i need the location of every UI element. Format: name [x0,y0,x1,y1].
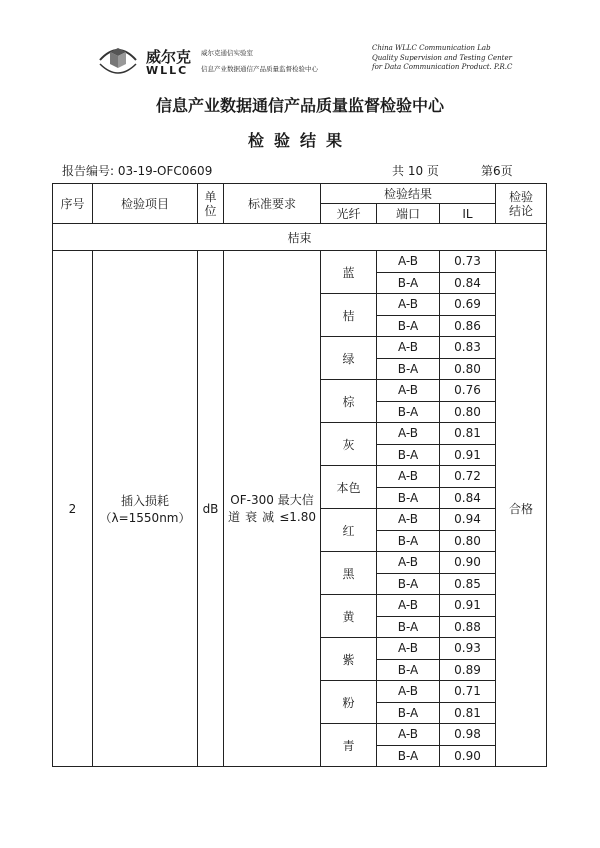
port-cell: B-A [377,573,440,595]
group-label: 桔束 [53,224,547,251]
col-requirement: 标准要求 [224,184,321,224]
cube-logo-icon [98,42,138,76]
il-cell: 0.94 [440,509,496,531]
port-cell: A-B [377,638,440,660]
il-cell: 0.91 [440,595,496,617]
page-number: 第6页 [481,164,513,178]
port-cell: B-A [377,358,440,380]
col-il: IL [440,204,496,224]
port-cell: B-A [377,444,440,466]
il-cell: 0.71 [440,681,496,703]
fiber-color: 绿 [321,337,377,380]
port-cell: A-B [377,681,440,703]
il-cell: 0.98 [440,724,496,746]
fiber-color: 红 [321,509,377,552]
col-seq: 序号 [53,184,93,224]
il-cell: 0.86 [440,315,496,337]
lab-name-cn: 威尔克通信实验室 [201,49,253,57]
port-cell: A-B [377,509,440,531]
fiber-color: 青 [321,724,377,767]
il-cell: 0.93 [440,638,496,660]
fiber-color: 本色 [321,466,377,509]
il-cell: 0.73 [440,251,496,273]
item-verdict: 合格 [496,251,547,767]
il-cell: 0.81 [440,423,496,445]
col-port: 端口 [377,204,440,224]
il-cell: 0.76 [440,380,496,402]
item-requirement: OF-300 最大信道衰减≤1.80 [224,251,321,767]
il-cell: 0.84 [440,272,496,294]
fiber-color: 棕 [321,380,377,423]
il-cell: 0.85 [440,573,496,595]
center-name: 信息产业数据通信产品质量监督检验中心 [155,96,444,115]
logo-en-text: WLLC [146,64,189,77]
port-cell: A-B [377,337,440,359]
table-row [53,251,547,273]
header-row [53,184,547,204]
il-cell: 0.90 [440,552,496,574]
fiber-color: 黑 [321,552,377,595]
port-cell: B-A [377,616,440,638]
item-seq: 2 [53,251,93,767]
il-cell: 0.80 [440,358,496,380]
il-cell: 0.80 [440,530,496,552]
col-item: 检验项目 [93,184,198,224]
port-cell: B-A [377,659,440,681]
col-results: 检验结果 [321,184,496,204]
fiber-color: 黄 [321,595,377,638]
report-number: 报告编号: 03-19-OFC0609 [62,164,213,178]
il-cell: 0.88 [440,616,496,638]
item-name: 插入损耗 （λ=1550nm） [93,251,198,767]
il-cell: 0.72 [440,466,496,488]
port-cell: A-B [377,423,440,445]
fiber-color: 桔 [321,294,377,337]
fiber-color: 蓝 [321,251,377,294]
results-table [52,183,547,767]
col-fiber: 光纤 [321,204,377,224]
il-cell: 0.84 [440,487,496,509]
group-row [53,224,547,251]
col-verdict: 检验 结论 [496,184,547,224]
port-cell: A-B [377,595,440,617]
col-unit: 单 位 [198,184,224,224]
port-cell: A-B [377,380,440,402]
lab-center-cn: 信息产业数据通信产品质量监督检验中心 [201,65,318,73]
il-cell: 0.83 [440,337,496,359]
port-cell: B-A [377,401,440,423]
port-cell: B-A [377,702,440,724]
port-cell: A-B [377,552,440,574]
il-cell: 0.81 [440,702,496,724]
il-cell: 0.89 [440,659,496,681]
port-cell: B-A [377,487,440,509]
letterhead [0,0,600,82]
port-cell: B-A [377,530,440,552]
il-cell: 0.90 [440,745,496,767]
port-cell: B-A [377,745,440,767]
fiber-color: 紫 [321,638,377,681]
il-cell: 0.80 [440,401,496,423]
port-cell: A-B [377,294,440,316]
port-cell: B-A [377,272,440,294]
il-cell: 0.69 [440,294,496,316]
il-cell: 0.91 [440,444,496,466]
total-pages: 共 10 页 [392,164,439,178]
item-unit: dB [198,251,224,767]
page-title: 检验结果 [247,131,352,150]
fiber-color: 粉 [321,681,377,724]
port-cell: A-B [377,724,440,746]
fiber-color: 灰 [321,423,377,466]
port-cell: A-B [377,466,440,488]
port-cell: B-A [377,315,440,337]
logo-cn-text: 威尔克 [146,48,192,66]
lab-name-en: China WLLC Communication Lab Quality Supervision and Testing Center for Data Communication Product. P.R.C [372,44,513,72]
port-cell: A-B [377,251,440,273]
